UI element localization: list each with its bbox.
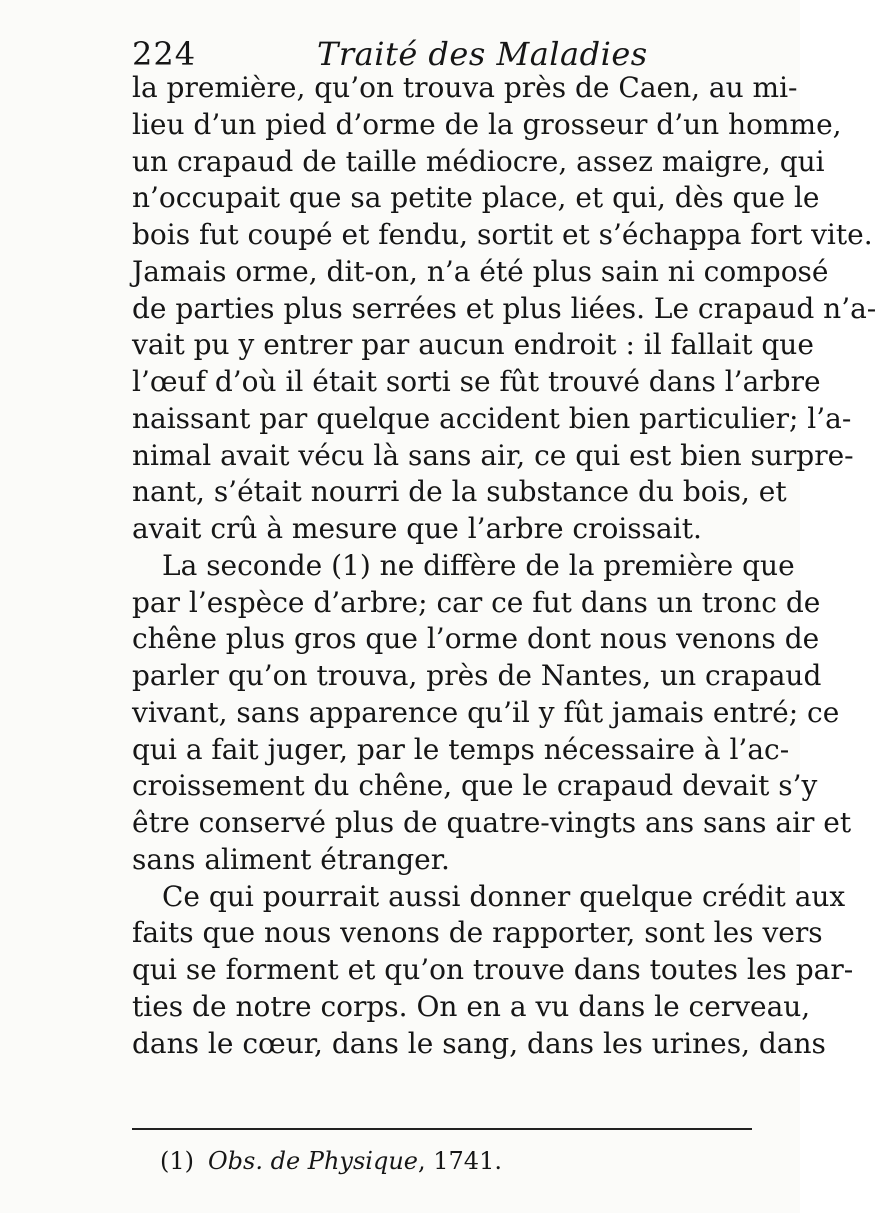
text-line: La seconde (1) ne diffère de la première que xyxy=(162,548,795,582)
text-line: la première, qu’on trouva près de Caen, au mi- xyxy=(132,71,798,104)
text-line: lieu d’un pied d’orme de la grosseur d’un homme, xyxy=(132,107,842,141)
text-line: qui se forment et qu’on trouve dans toutes les par- xyxy=(132,953,854,986)
text-line: Jamais orme, dit-on, n’a été plus sain ni composé xyxy=(132,254,829,288)
text-line: vait pu y entrer par aucun endroit : il fallait que xyxy=(132,328,814,362)
footnote-year: , 1741. xyxy=(418,1147,502,1175)
text-line: de parties plus serrées et plus liées. Le crapaud n’a- xyxy=(132,291,876,325)
footnote-source-title: Obs. de Physique xyxy=(208,1147,418,1175)
paragraph-2 xyxy=(132,548,852,879)
text-line: naissant par quelque accident bien particulier; l’a- xyxy=(132,401,852,435)
text-line: sans aliment étranger. xyxy=(132,842,450,876)
text-line: Ce qui pourrait aussi donner quelque crédit aux xyxy=(162,879,846,913)
body-text xyxy=(132,70,876,1062)
paragraph-1 xyxy=(132,70,876,548)
text-line: être conservé plus de quatre-vingts ans sans air et xyxy=(132,806,852,839)
text-line: qui a fait juger, par le temps nécessaire à l’ac- xyxy=(132,732,790,766)
text-line: chêne plus gros que l’orme dont nous venons de xyxy=(132,622,820,656)
text-line: avait crû à mesure que l’arbre croissait. xyxy=(132,512,702,545)
text-line: dans le cœur, dans le sang, dans les urines, dans xyxy=(132,1026,826,1060)
text-line: bois fut coupé et fendu, sortit et s’échappa fort vite. xyxy=(132,218,873,251)
text-line: n’occupait que sa petite place, et qui, dès que le xyxy=(132,181,820,215)
text-line: faits que nous venons de rapporter, sont les vers xyxy=(132,916,823,950)
text-line: l’œuf d’où il était sorti se fût trouvé dans l’arbre xyxy=(132,365,821,398)
text-line: croissement du chêne, que le crapaud devait s’y xyxy=(132,769,818,803)
footnote-marker: (1) xyxy=(160,1147,194,1175)
text-line: nimal avait vécu là sans air, ce qui est bien surpre- xyxy=(132,438,854,472)
text-line: un crapaud de taille médiocre, assez maigre, qui xyxy=(132,144,825,178)
text-line: vivant, sans apparence qu’il y fût jamais entré; ce xyxy=(132,695,840,729)
text-line: par l’espèce d’arbre; car ce fut dans un tronc de xyxy=(132,585,821,619)
text-line: ties de notre corps. On en a vu dans le cerveau, xyxy=(132,989,811,1023)
footnote-divider xyxy=(132,1128,752,1130)
running-head: Traité des Maladies xyxy=(317,35,648,73)
page-number: 224 xyxy=(132,35,197,73)
paragraph-3 xyxy=(132,879,854,1063)
text-line: parler qu’on trouva, près de Nantes, un crapaud xyxy=(132,659,822,692)
footnote xyxy=(160,1143,502,1179)
text-line: nant, s’était nourri de la substance du bois, et xyxy=(132,475,787,509)
